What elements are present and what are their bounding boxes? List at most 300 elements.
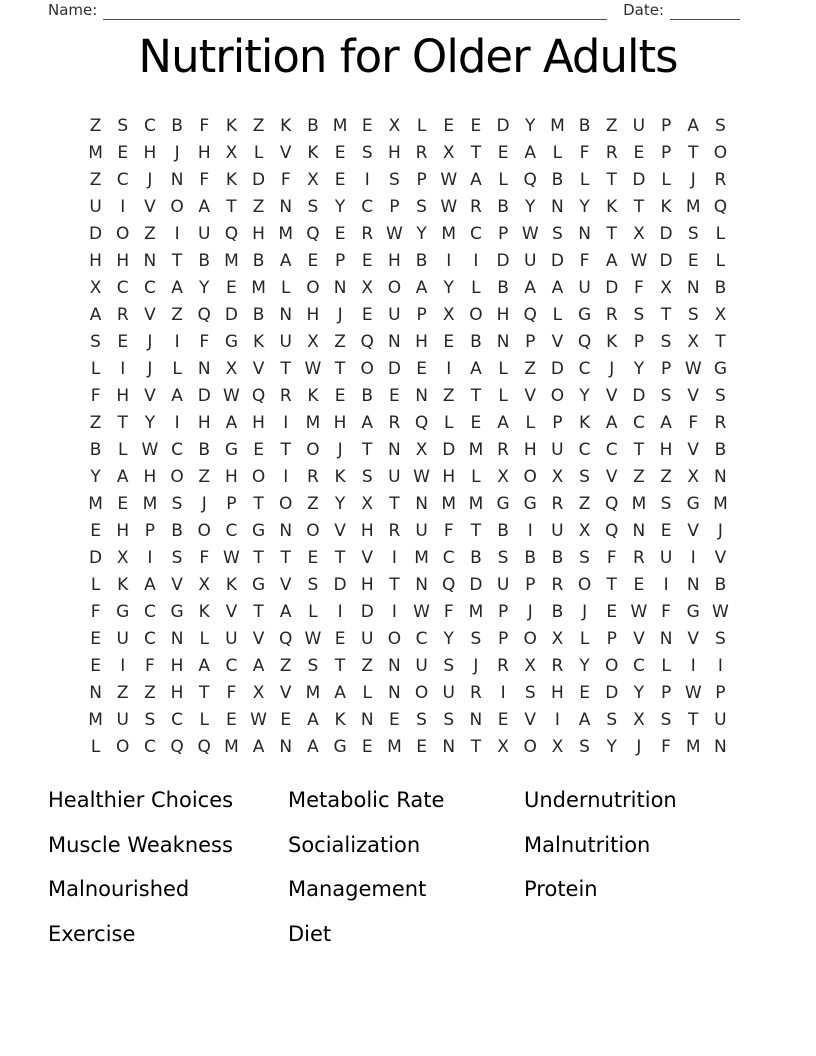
grid-letter: A [144, 575, 156, 596]
grid-letter: N [170, 169, 184, 190]
name-label: Name: [48, 1, 98, 19]
puzzle-title: Nutrition for Older Adults [138, 30, 678, 83]
grid-letter: D [605, 277, 619, 298]
grid-letter: A [605, 250, 618, 271]
grid-letter: N [632, 521, 646, 542]
grid-letter: B [198, 250, 211, 271]
grid-letter: Z [252, 115, 265, 136]
grid-letter: L [471, 277, 481, 298]
grid-letter: G [116, 602, 130, 623]
grid-letter: T [280, 548, 291, 569]
grid-letter: X [687, 467, 700, 488]
grid-letter: W [304, 629, 322, 650]
grid-letter: H [551, 683, 564, 704]
grid-letter: T [117, 412, 128, 433]
grid-letter: B [171, 115, 183, 136]
grid-letter: S [307, 575, 319, 596]
grid-letter: A [198, 656, 211, 677]
grid-letter: P [144, 521, 156, 542]
grid-letter: X [225, 142, 238, 163]
grid-letter: A [89, 304, 102, 325]
grid-letter: I [147, 548, 153, 569]
grid-letter: X [307, 169, 319, 190]
grid-letter: O [360, 358, 374, 379]
grid-letter: Y [633, 683, 645, 704]
grid-letter: P [715, 683, 726, 704]
grid-letter: U [116, 710, 129, 731]
grid-letter: L [118, 440, 128, 460]
grid-letter: H [143, 142, 157, 163]
grid-letter: A [470, 169, 482, 190]
date-label: Date: [623, 1, 664, 19]
grid-letter: E [361, 737, 373, 758]
grid-letter: O [523, 467, 537, 488]
grid-letter: M [224, 250, 239, 271]
grid-letter: N [714, 737, 727, 758]
grid-letter: T [280, 440, 291, 460]
grid-letter: X [551, 629, 564, 650]
grid-letter: H [170, 683, 184, 704]
grid-letter: U [524, 250, 537, 271]
grid-letter: C [171, 710, 183, 731]
grid-letter: U [442, 683, 455, 704]
grid-letter: V [144, 196, 156, 217]
grid-letter: S [552, 223, 563, 244]
word-list-item: Muscle Weakness [48, 832, 233, 857]
grid-letter: B [551, 602, 564, 623]
grid-letter: X [660, 277, 672, 298]
grid-letter: W [223, 548, 240, 569]
grid-letter: B [497, 521, 509, 542]
grid-letter: P [497, 602, 509, 623]
grid-letter: C [116, 169, 129, 190]
grid-letter: J [337, 304, 343, 325]
grid-letter: K [578, 412, 591, 433]
grid-letter: S [416, 196, 427, 217]
grid-letter: O [605, 656, 619, 677]
grid-letter: C [143, 277, 156, 298]
grid-letter: E [361, 115, 373, 136]
name-blank-line [103, 4, 607, 20]
grid-letter: T [470, 142, 482, 163]
grid-letter: Z [252, 196, 265, 217]
grid-letter: P [416, 304, 427, 325]
grid-letter: X [524, 656, 537, 677]
grid-letter: D [360, 602, 374, 623]
grid-letter: E [443, 331, 455, 352]
grid-letter: O [170, 196, 184, 217]
grid-letter: D [224, 304, 238, 325]
grid-letter: B [578, 115, 591, 136]
grid-letter: Y [633, 358, 645, 379]
word-list-item: Malnourished [48, 877, 190, 902]
grid-letter: C [361, 196, 374, 217]
grid-letter: A [279, 250, 292, 271]
grid-letter: N [333, 277, 347, 298]
grid-letter: N [551, 196, 564, 217]
grid-letter: I [690, 548, 696, 569]
grid-letter: E [90, 629, 101, 650]
grid-letter: Z [578, 494, 591, 515]
grid-letter: L [199, 629, 209, 650]
grid-letter: X [497, 467, 509, 488]
grid-letter: H [197, 412, 211, 433]
grid-letter: P [525, 331, 536, 352]
grid-letter: B [415, 250, 428, 271]
grid-letter: K [225, 115, 237, 136]
grid-letter: F [688, 412, 699, 433]
grid-letter: Z [144, 223, 156, 244]
grid-letter: K [225, 169, 237, 190]
grid-letter: V [225, 602, 238, 623]
grid-letter: O [713, 142, 728, 163]
grid-letter: S [606, 710, 618, 731]
grid-letter: F [579, 142, 590, 163]
grid-letter: A [497, 412, 509, 433]
grid-letter: C [225, 656, 238, 677]
grid-letter: P [633, 331, 645, 352]
grid-letter: K [334, 710, 346, 731]
grid-letter: S [497, 548, 509, 569]
grid-letter: I [663, 575, 669, 596]
grid-letter: L [253, 142, 264, 163]
grid-letter: W [304, 358, 322, 379]
grid-letter: I [283, 467, 289, 488]
word-list-item: Malnutrition [524, 832, 651, 857]
grid-letter: H [333, 412, 347, 433]
grid-letter: I [554, 710, 560, 731]
grid-letter: D [496, 250, 510, 271]
grid-letter: C [171, 440, 183, 460]
grid-letter: M [468, 602, 484, 623]
grid-letter: F [90, 602, 101, 623]
grid-letter: S [307, 196, 319, 217]
grid-letter: L [416, 115, 427, 136]
word-list-item: Undernutrition [524, 788, 677, 813]
grid-letter: R [470, 196, 482, 217]
grid-letter: W [223, 385, 240, 406]
grid-letter: S [171, 548, 183, 569]
grid-letter: N [388, 656, 401, 677]
grid-letter: G [251, 521, 266, 542]
grid-letter: R [605, 142, 618, 163]
grid-letter: N [714, 467, 727, 488]
grid-letter: C [578, 440, 591, 460]
grid-letter: E [660, 521, 672, 542]
grid-letter: X [361, 277, 374, 298]
grid-letter: E [117, 142, 129, 163]
grid-letter: E [633, 142, 645, 163]
grid-letter: O [306, 277, 320, 298]
grid-letter: U [578, 277, 591, 298]
grid-letter: Z [144, 683, 156, 704]
grid-letter: V [144, 304, 156, 325]
grid-letter: I [174, 412, 180, 433]
grid-letter: E [416, 737, 427, 758]
grid-letter: C [143, 629, 156, 650]
grid-letter: D [387, 358, 401, 379]
grid-letter: F [661, 737, 671, 758]
grid-letter: P [497, 223, 509, 244]
grid-letter: E [307, 548, 319, 569]
grid-letter: X [252, 683, 265, 704]
grid-letter: D [605, 683, 619, 704]
grid-letter: U [659, 548, 673, 569]
grid-letter: G [523, 494, 537, 515]
grid-letter: N [279, 304, 293, 325]
grid-letter: J [527, 602, 533, 623]
grid-letter: V [334, 521, 346, 542]
grid-letter: V [361, 548, 374, 569]
grid-letter: Q [577, 331, 592, 352]
grid-letter: X [578, 521, 591, 542]
grid-letter: H [442, 467, 456, 488]
grid-letter: Q [414, 412, 429, 433]
grid-letter: O [414, 683, 429, 704]
grid-letter: V [687, 629, 700, 650]
word-list-column [524, 778, 744, 956]
grid-letter: B [307, 115, 319, 136]
grid-letter: B [714, 440, 727, 460]
grid-letter: I [500, 683, 506, 704]
grid-letter: E [470, 115, 482, 136]
grid-letter: C [143, 737, 156, 758]
grid-letter: Q [197, 304, 211, 325]
grid-letter: D [333, 575, 347, 596]
wordsearch-grid [82, 112, 734, 761]
grid-letter: H [496, 304, 510, 325]
grid-letter: R [307, 467, 319, 488]
word-list-item: Socialization [288, 832, 421, 857]
grid-letter: W [521, 223, 539, 244]
grid-letter: W [712, 602, 729, 623]
grid-letter: E [361, 250, 373, 271]
grid-letter: Q [251, 385, 266, 406]
grid-letter: A [361, 412, 374, 433]
grid-letter: O [116, 737, 130, 758]
grid-letter: D [442, 440, 456, 460]
grid-letter: Q [306, 223, 320, 244]
grid-letter: S [416, 710, 427, 731]
grid-letter: V [171, 575, 183, 596]
grid-letter: I [391, 548, 397, 569]
grid-letter: O [279, 494, 293, 515]
grid-letter: B [470, 548, 482, 569]
grid-letter: C [442, 548, 455, 569]
grid-letter: H [252, 412, 265, 433]
grid-letter: S [660, 494, 672, 515]
grid-letter: A [252, 656, 265, 677]
grid-letter: T [633, 196, 645, 217]
grid-letter: F [443, 602, 454, 623]
grid-letter: U [89, 196, 102, 217]
grid-letter: O [577, 575, 592, 596]
grid-letter: P [606, 629, 617, 650]
grid-letter: K [307, 385, 319, 406]
grid-letter: R [633, 548, 645, 569]
grid-letter: S [144, 710, 156, 731]
grid-letter: F [634, 277, 644, 298]
grid-letter: X [307, 331, 319, 352]
grid-letter: M [278, 223, 294, 244]
grid-letter: V [524, 710, 537, 731]
grid-letter: J [636, 737, 642, 758]
grid-letter: L [444, 412, 454, 433]
grid-letter: W [386, 223, 403, 244]
grid-letter: M [142, 494, 158, 515]
word-list-item: Healthier Choices [48, 788, 234, 813]
grid-letter: Q [442, 575, 456, 596]
grid-letter: M [441, 494, 457, 515]
grid-letter: N [143, 250, 157, 271]
grid-letter: Z [660, 467, 672, 488]
grid-letter: S [443, 656, 455, 677]
grid-letter: Y [90, 467, 101, 488]
grid-letter: V [687, 440, 700, 460]
grid-letter: H [252, 223, 265, 244]
grid-letter: I [283, 412, 289, 433]
grid-letter: S [579, 737, 590, 758]
grid-letter: L [308, 602, 318, 623]
grid-letter: G [224, 440, 238, 460]
grid-letter: S [443, 710, 455, 731]
grid-letter: R [551, 575, 564, 596]
grid-letter: C [415, 629, 428, 650]
grid-letter: U [714, 710, 727, 731]
grid-letter: L [471, 467, 481, 488]
grid-letter: X [633, 223, 645, 244]
grid-letter: R [388, 412, 401, 433]
grid-letter: D [550, 358, 564, 379]
grid-letter: R [361, 223, 374, 244]
grid-letter: M [224, 737, 239, 758]
grid-letter: I [391, 602, 397, 623]
grid-letter: F [90, 385, 101, 406]
grid-letter: P [226, 494, 237, 515]
grid-letter: E [687, 250, 699, 271]
grid-letter: B [714, 277, 727, 298]
grid-letter: M [468, 494, 484, 515]
grid-letter: H [360, 521, 374, 542]
grid-letter: E [361, 304, 373, 325]
grid-letter: T [253, 602, 264, 623]
grid-letter: N [496, 331, 510, 352]
grid-letter: Q [224, 223, 239, 244]
grid-letter: Z [605, 115, 618, 136]
grid-letter: M [88, 710, 103, 731]
grid-letter: I [446, 250, 452, 271]
grid-letter: J [609, 358, 615, 379]
grid-letter: N [170, 629, 184, 650]
grid-letter: A [307, 710, 319, 731]
grid-letter: H [197, 142, 211, 163]
grid-letter: X [687, 331, 700, 352]
grid-letter: A [551, 277, 564, 298]
grid-letter: I [337, 602, 343, 623]
grid-letter: H [116, 521, 130, 542]
grid-letter: A [252, 737, 265, 758]
grid-letter: E [117, 494, 129, 515]
grid-letter: U [198, 223, 211, 244]
grid-letter: T [253, 548, 264, 569]
grid-letter: S [361, 142, 373, 163]
grid-letter: N [659, 629, 673, 650]
grid-letter: S [171, 494, 183, 515]
grid-letter: A [687, 115, 700, 136]
grid-letter: E [253, 440, 264, 460]
grid-letter: K [307, 142, 319, 163]
grid-letter: Z [361, 656, 374, 677]
grid-letter: O [251, 467, 266, 488]
grid-letter: S [389, 169, 400, 190]
grid-letter: P [525, 575, 536, 596]
grid-letter: E [389, 710, 400, 731]
grid-letter: P [660, 115, 672, 136]
grid-letter: B [524, 548, 537, 569]
grid-letter: B [252, 304, 265, 325]
grid-letter: U [415, 521, 428, 542]
grid-letter: C [143, 115, 156, 136]
grid-letter: K [660, 196, 672, 217]
grid-letter: L [715, 223, 726, 244]
grid-letter: J [582, 602, 588, 623]
grid-letter: T [606, 223, 617, 244]
grid-letter: G [577, 304, 592, 325]
grid-letter: Q [523, 169, 537, 190]
grid-letter: N [388, 683, 401, 704]
grid-letter: O [387, 629, 402, 650]
grid-letter: S [715, 385, 726, 406]
grid-letter: F [280, 169, 291, 190]
grid-letter: Y [199, 277, 210, 298]
grid-letter: N [388, 331, 401, 352]
grid-letter: W [440, 169, 458, 190]
grid-letter: S [687, 223, 699, 244]
grid-letter: T [253, 494, 264, 515]
grid-letter: I [446, 358, 452, 379]
grid-letter: E [90, 656, 101, 677]
grid-letter: A [171, 385, 183, 406]
grid-letter: W [440, 196, 458, 217]
grid-letter: E [579, 683, 590, 704]
grid-letter: E [497, 142, 509, 163]
grid-letter: L [172, 358, 182, 379]
grid-letter: O [523, 737, 537, 758]
grid-letter: N [415, 385, 428, 406]
grid-letter: Y [525, 196, 536, 217]
grid-letter: T [606, 169, 617, 190]
grid-letter: T [470, 521, 482, 542]
grid-letter: R [497, 440, 509, 460]
grid-letter: S [307, 656, 319, 677]
word-list-item: Protein [524, 877, 598, 902]
grid-letter: U [551, 521, 564, 542]
grid-letter: O [116, 223, 130, 244]
grid-letter: M [550, 115, 565, 136]
grid-letter: H [388, 250, 401, 271]
grid-letter: U [632, 115, 646, 136]
grid-letter: I [174, 331, 180, 352]
grid-letter: U [116, 629, 129, 650]
grid-letter: R [551, 656, 564, 677]
grid-letter: L [498, 169, 508, 190]
grid-letter: Z [198, 467, 211, 488]
grid-letter: Y [579, 385, 590, 406]
grid-letter: T [334, 358, 346, 379]
grid-letter: G [713, 358, 727, 379]
grid-letter: T [606, 575, 617, 596]
grid-letter: P [660, 683, 672, 704]
